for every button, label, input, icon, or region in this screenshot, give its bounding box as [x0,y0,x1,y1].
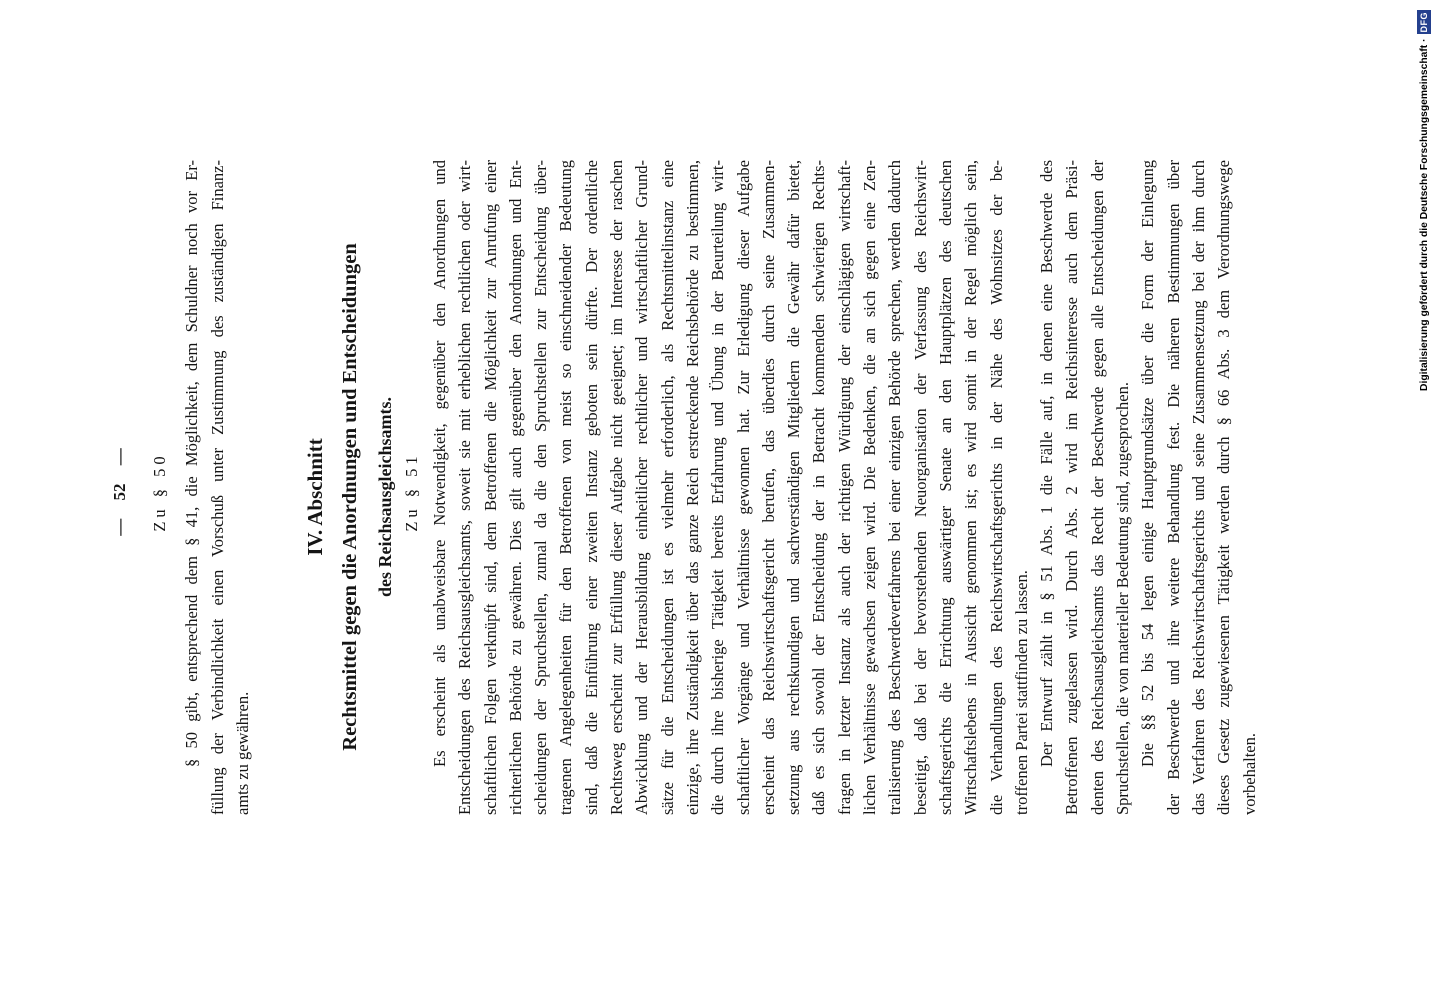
text-line: amts zu gewähren. [233,691,252,815]
text-line: Betroffenen zugelassen wird. Durch Abs. 2 wird im Reichsinteresse auch dem Präsi- [1062,160,1082,815]
text-line: tragenen Angelegenheiten für den Betroffenen von meist so einschneidender Bedeutung [556,160,576,815]
section-51-body [427,160,1262,815]
text-line: Es erscheint als unabweisbare Notwendigkeit, gegenüber den Anordnungen und [430,160,449,767]
text-line: schaftlichen Folgen verknüpft sind, dem Betroffenen die Möglichkeit zur Anrufung einer [480,160,500,815]
paragraph [427,160,1034,815]
text-line: der Beschwerde und ihre weitere Behandlung fest. Die näheren Bestimmungen über [1163,160,1183,815]
text-line: schaftlicher Vorgänge und Verhältnisse gewonnen hat. Zur Erledigung dieser Aufgabe [733,160,753,815]
text-line: lichen Verhältnisse gewachsen zeigen wird. Die Bedenken, die an sich gegen eine Zen- [860,160,880,815]
text-line: scheidungen der Spruchstellen, zumal da die den Spruchstellen zur Entscheidung über- [531,160,551,815]
part-title-line-2: des Reichsausgleichsamts. [375,397,395,598]
text-line: sind, daß die Einführung einer zweiten Instanz geboten sein dürfte. Der ordentliche [581,160,601,815]
text-line: daß es sich sowohl der Entscheidung der in Betracht kommenden schwierigen Rechts- [809,160,829,815]
text-line: die Verhandlungen des Reichswirtschaftsgerichts in der Nähe des Wohnsitzes der be- [986,160,1006,815]
credit-text: Digitalisierung gefördert durch die Deutsche Forschungsgemeinschaft · [1418,38,1430,391]
text-line: sätze für die Entscheidungen ist es vielmehr erforderlich, als Rechtsmittelinstanz eine [657,160,677,815]
text-line: Der Entwurf zählt in § 51 Abs. 1 die Fälle auf, in denen eine Beschwerde des [1037,160,1057,767]
text-line: tralisierung des Beschwerdeverfahrens bei einer einzigen Behörde sprechen, werden dadurch [885,160,905,815]
page-number: — 52 — [110,448,129,536]
section-50-heading: Zu § 50 [150,452,169,532]
text-line: § 50 gibt, entsprechend dem § 41, die Möglichkeit, dem Schuldner noch vor Er- [182,160,201,767]
text-line: erscheint das Reichswirtschaftsgericht berufen, das überdies durch seine Zusammen- [758,160,778,815]
text-line: füllung der Verbindlichkeit einen Vorschuß unter Zustimmung des zuständigen Finanz- [207,160,227,815]
section-51-heading: Zu § 51 [402,452,421,532]
digitization-credit [1415,10,1433,400]
text-line: Spruchstellen, die von materieller Bedeutung sind, zugesprochen. [1113,381,1133,815]
text-line: die durch ihre bisherige Tätigkeit bereits Erfahrung und Übung in der Beurteilung wirt- [708,160,728,815]
text-line: denten des Reichsausgleichsamts das Recht der Beschwerde gegen alle Entscheidungen der [1087,160,1107,815]
text-line: richterlichen Behörde zu gewähren. Dies gilt auch gegenüber den Anordnungen und Ent- [505,160,525,815]
paragraph [1135,160,1261,815]
text-line: schaftsgerichts die Errichtung auswärtiger Senate an den Hauptplätzen des deutschen [935,160,955,815]
dfg-logo: DFG [1419,12,1429,33]
text-line: vorbehalten. [1239,732,1259,815]
text-line: Wirtschaftslebens in Aussicht genommen ist; es wird somit in der Regel möglich sein, [961,160,981,815]
section-50-body [179,160,256,815]
text-line: Abwicklung und der Herausbildung einheitlicher rechtlicher und wirtschaftlicher Grund- [632,160,652,815]
text-line: Die §§ 52 bis 54 legen einige Hauptgrundsätze über die Form der Einlegung [1138,160,1158,767]
paragraph [1034,160,1135,815]
part-heading: IV. Abschnitt [303,438,327,556]
text-line: beseitigt, daß bei der bevorstehenden Neuorganisation der Verfassung des Reichswirt- [910,160,930,815]
text-line: setzung aus rechtskundigen und sachverständigen Mitgliedern die Gewähr dafür bietet, [784,160,804,815]
text-line: Entscheidungen des Reichsausgleichsamts, soweit sie mit erheblichen rechtlichen oder wirt- [455,160,475,815]
text-line: einzige, ihre Zuständigkeit über das ganze Reich erstreckende Reichsbehörde zu bestimmen, [682,160,702,815]
text-line: Rechtsweg erscheint zur Erfüllung dieser Aufgabe nicht geeignet; im Interesse der raschen [607,160,627,815]
text-line: das Verfahren des Reichswirtschaftsgerichts und seine Zusammensetzung bei der ihm durch [1188,160,1208,815]
text-line: troffenen Partei stattfinden zu lassen. [1011,570,1031,815]
part-title-line-1: Rechtsmittel gegen die Anordnungen und Entscheidungen [339,243,361,751]
text-line: dieses Gesetz zugewiesenen Tätigkeit werden durch § 66 Abs. 3 dem Verordnungswege [1214,160,1234,815]
paragraph [179,160,256,815]
text-line: fragen in letzter Instanz als auch der richtigen Würdigung der einschlägigen wirtschaft- [834,160,854,815]
